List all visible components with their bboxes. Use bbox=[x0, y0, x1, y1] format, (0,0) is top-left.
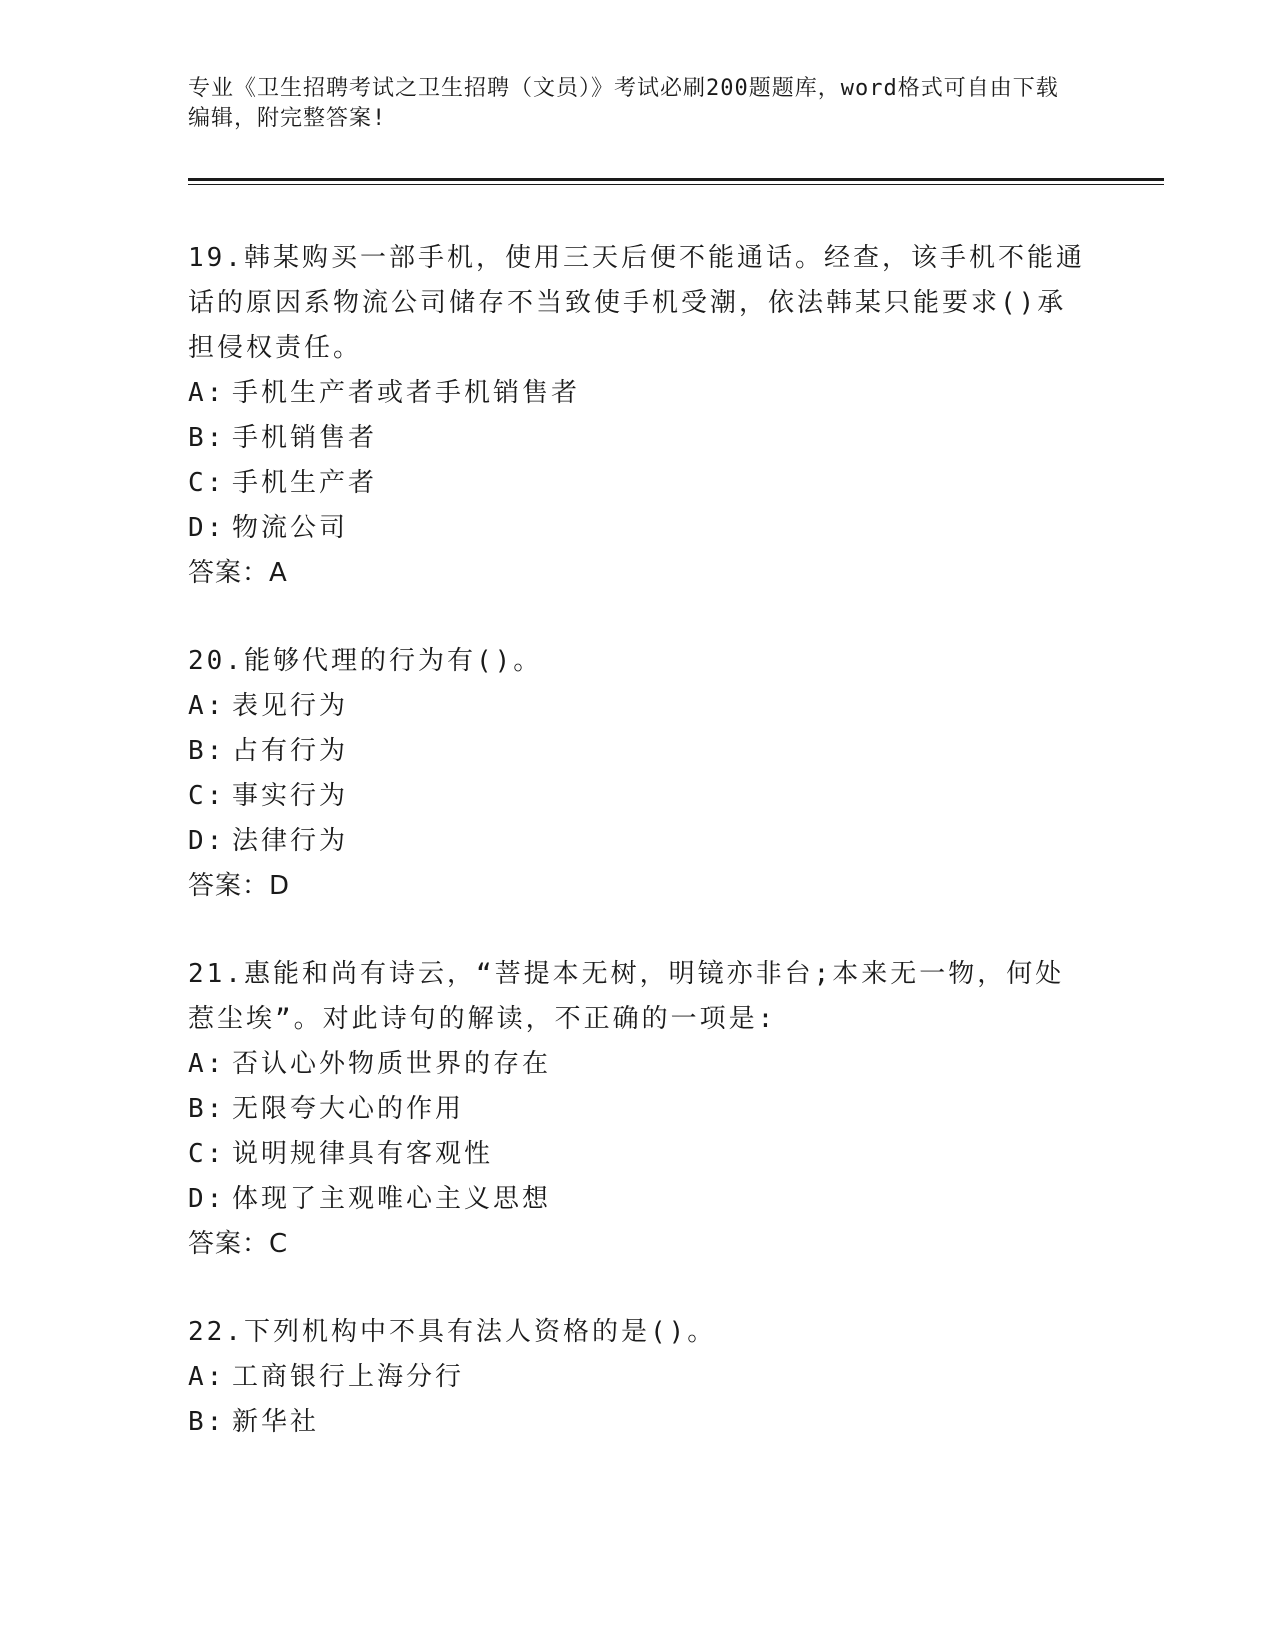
option-letter: B: bbox=[188, 1407, 226, 1437]
document-header: 专业《卫生招聘考试之卫生招聘（文员）》考试必刷200题题库，word格式可自由下载编辑，附完整答案! bbox=[188, 76, 1059, 131]
option-letter: D: bbox=[188, 1184, 226, 1214]
option-a bbox=[188, 684, 1088, 729]
option-text: 说明规律具有客观性 bbox=[232, 1139, 494, 1169]
answer-line: 答案：C bbox=[188, 1229, 289, 1259]
option-text: 表见行为 bbox=[232, 691, 349, 721]
question-stem: 22.下列机构中不具有法人资格的是()。 bbox=[188, 1317, 717, 1347]
option-a bbox=[188, 1355, 1088, 1400]
option-letter: B: bbox=[188, 1094, 226, 1124]
option-b bbox=[188, 729, 1088, 774]
option-a bbox=[188, 1042, 1088, 1087]
question-list bbox=[188, 236, 1088, 1488]
answer-line: 答案：D bbox=[188, 871, 291, 901]
option-letter: C: bbox=[188, 468, 226, 498]
option-letter: D: bbox=[188, 826, 226, 856]
option-text: 体现了主观唯心主义思想 bbox=[232, 1184, 552, 1214]
option-text: 新华社 bbox=[232, 1407, 320, 1437]
question-21 bbox=[188, 952, 1088, 1267]
option-text: 物流公司 bbox=[232, 513, 349, 543]
header-divider-thick bbox=[188, 178, 1164, 181]
option-letter: C: bbox=[188, 1139, 226, 1169]
option-d bbox=[188, 506, 1088, 551]
option-text: 手机生产者或者手机销售者 bbox=[232, 378, 581, 408]
option-letter: C: bbox=[188, 781, 226, 811]
option-letter: A: bbox=[188, 1049, 226, 1079]
option-text: 无限夸大心的作用 bbox=[232, 1094, 465, 1124]
answer-line: 答案：A bbox=[188, 558, 288, 588]
question-19 bbox=[188, 236, 1088, 596]
option-b bbox=[188, 1087, 1088, 1132]
option-text: 手机生产者 bbox=[232, 468, 378, 498]
option-d bbox=[188, 1177, 1088, 1222]
question-22 bbox=[188, 1310, 1088, 1445]
option-b bbox=[188, 1400, 1088, 1445]
header-divider-thin bbox=[188, 184, 1164, 185]
question-20 bbox=[188, 639, 1088, 909]
option-letter: A: bbox=[188, 378, 226, 408]
option-text: 否认心外物质世界的存在 bbox=[232, 1049, 552, 1079]
option-b bbox=[188, 416, 1088, 461]
option-c bbox=[188, 774, 1088, 819]
option-letter: A: bbox=[188, 1362, 226, 1392]
question-stem: 21.惠能和尚有诗云，“菩提本无树，明镜亦非台;本来无一物，何处惹尘埃”。对此诗句的解读，不正确的一项是: bbox=[188, 959, 1065, 1034]
option-text: 事实行为 bbox=[232, 781, 349, 811]
option-c bbox=[188, 1132, 1088, 1177]
option-text: 占有行为 bbox=[232, 736, 349, 766]
option-text: 法律行为 bbox=[232, 826, 349, 856]
question-stem: 20.能够代理的行为有()。 bbox=[188, 646, 543, 676]
option-c bbox=[188, 461, 1088, 506]
option-letter: A: bbox=[188, 691, 226, 721]
option-a bbox=[188, 371, 1088, 416]
option-text: 工商银行上海分行 bbox=[232, 1362, 465, 1392]
question-stem: 19.韩某购买一部手机，使用三天后便不能通话。经查，该手机不能通话的原因系物流公司储存不当致使手机受潮，依法韩某只能要求()承担侵权责任。 bbox=[188, 243, 1085, 363]
option-letter: B: bbox=[188, 423, 226, 453]
option-letter: D: bbox=[188, 513, 226, 543]
option-letter: B: bbox=[188, 736, 226, 766]
option-text: 手机销售者 bbox=[232, 423, 378, 453]
option-d bbox=[188, 819, 1088, 864]
